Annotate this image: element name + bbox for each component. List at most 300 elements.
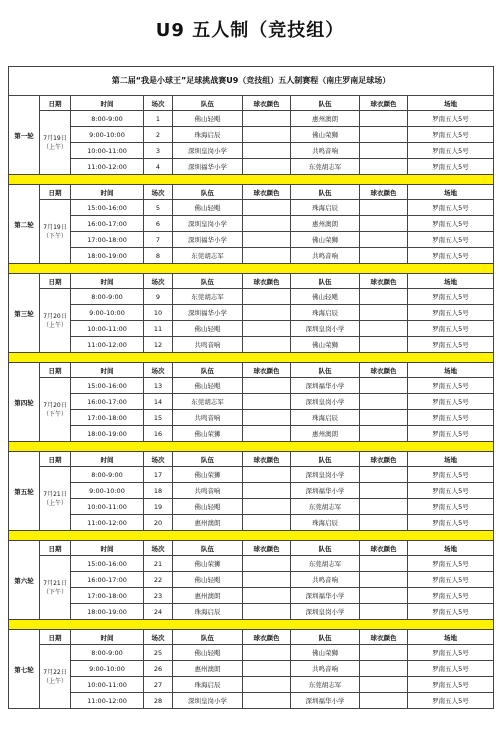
header-date: 日期: [40, 363, 71, 377]
team-home: 佛山轻飓: [173, 645, 243, 660]
table-row: [71, 248, 493, 264]
date-cell: [40, 289, 71, 353]
venue-cell: 罗南五人5号: [432, 293, 469, 301]
jersey-color-away: [360, 305, 408, 320]
team-away: 惠州澳朗: [291, 111, 360, 126]
match-number: 24: [144, 604, 173, 619]
header-match-no: 场次: [144, 452, 173, 466]
header-venue: 场地: [444, 544, 457, 553]
header-date: 日期: [40, 274, 71, 288]
round-content: [40, 185, 493, 264]
match-time: 18:00-19:00: [71, 426, 144, 441]
table-row: [71, 645, 493, 661]
team-home: 深圳皇岗小学: [173, 693, 243, 708]
round-separator: [9, 264, 493, 274]
match-time: 10:00-11:00: [71, 321, 144, 336]
match-time: 11:00-12:00: [71, 159, 144, 174]
team-away: 深圳福华小学: [291, 483, 360, 498]
header-team2: 队伍: [291, 96, 360, 110]
header-team2: 队伍: [291, 363, 360, 377]
table-row: [71, 394, 493, 410]
match-time: 10:00-11:00: [71, 677, 144, 692]
jersey-color-home: [243, 337, 291, 352]
round-content: [40, 274, 493, 353]
jersey-color-home: [243, 321, 291, 336]
table-row: [71, 426, 493, 442]
jersey-color-away: [360, 248, 408, 263]
round-block: [9, 541, 493, 630]
match-time: 10:00-11:00: [71, 143, 144, 158]
jersey-color-home: [243, 410, 291, 425]
rows-column: [71, 200, 493, 264]
table-row: [71, 499, 493, 515]
jersey-color-away: [360, 499, 408, 514]
team-home: 共鸣音响: [173, 483, 243, 498]
header-venue: 场地: [444, 455, 457, 464]
header-venue: 场地: [444, 366, 457, 375]
match-time: 9:00-10:00: [71, 127, 144, 142]
header-venue: 场地: [444, 99, 457, 108]
team-home: 惠州澳朗: [173, 588, 243, 603]
jersey-color-home: [243, 394, 291, 409]
header-team: 队伍: [173, 541, 243, 555]
round-block: [9, 96, 493, 185]
venue-cell: 罗南五人5号: [432, 471, 469, 479]
match-number: 5: [144, 200, 173, 215]
jersey-color-away: [360, 645, 408, 660]
match-time: 15:00-16:00: [71, 378, 144, 393]
round-separator: [9, 531, 493, 541]
venue-cell: 罗南五人5号: [432, 398, 469, 406]
round-content: [40, 452, 493, 531]
header-time: 时间: [71, 363, 144, 377]
venue-cell: 罗南五人5号: [432, 147, 469, 155]
date-cell: [40, 556, 71, 620]
jersey-color-home: [243, 248, 291, 263]
team-away: 惠州澳朗: [291, 216, 360, 231]
match-date: 7月21日: [43, 579, 67, 587]
team-home: 深圳福华小学: [173, 305, 243, 320]
match-time: 17:00-18:00: [71, 588, 144, 603]
table-row: [71, 111, 493, 127]
header-jersey-color: 球衣颜色: [243, 274, 291, 288]
match-number: 14: [144, 394, 173, 409]
match-number: 26: [144, 661, 173, 676]
team-home: 佛山荣狮: [173, 556, 243, 571]
venue-cell: 罗南五人5号: [432, 665, 469, 673]
match-number: 17: [144, 467, 173, 482]
venue-cell: 罗南五人5号: [432, 503, 469, 511]
match-time: 8:00-9:00: [71, 111, 144, 126]
jersey-color-home: [243, 604, 291, 619]
venue-cell: 罗南五人5号: [432, 382, 469, 390]
match-time: 11:00-12:00: [71, 337, 144, 352]
header-jersey-color2: 球衣颜色: [360, 274, 408, 288]
header-jersey-color: 球衣颜色: [243, 185, 291, 199]
header-venue: 场地: [444, 277, 457, 286]
match-number: 10: [144, 305, 173, 320]
jersey-color-away: [360, 483, 408, 498]
round-inner: [9, 630, 493, 709]
header-jersey-color: 球衣颜色: [243, 630, 291, 644]
jersey-color-home: [243, 677, 291, 692]
team-home: 佛山轻飓: [173, 200, 243, 215]
schedule-subtitle: 第二届“我是小球王”足球挑战赛U9（竞技组）五人制赛程（南庄罗南足球场）: [9, 67, 493, 96]
round-content: [40, 541, 493, 620]
match-period: （下午）: [42, 588, 67, 596]
match-time: 16:00-17:00: [71, 216, 144, 231]
jersey-color-away: [360, 693, 408, 708]
jersey-color-home: [243, 515, 291, 530]
jersey-color-away: [360, 337, 408, 352]
jersey-color-away: [360, 200, 408, 215]
match-period: （上午）: [42, 143, 67, 151]
match-date: 7月22日: [43, 668, 67, 676]
round-inner: [9, 96, 493, 175]
team-away: 佛山荣狮: [291, 127, 360, 142]
header-team: 队伍: [173, 274, 243, 288]
match-time: 9:00-10:00: [71, 483, 144, 498]
rows-column: [71, 378, 493, 442]
header-team2: 队伍: [291, 274, 360, 288]
team-home: 佛山轻飓: [173, 572, 243, 587]
team-home: 东莞胡志军: [173, 394, 243, 409]
table-row: [71, 232, 493, 248]
rows-column: [71, 289, 493, 353]
team-home: 惠州澳朗: [173, 661, 243, 676]
team-away: 佛山荣狮: [291, 337, 360, 352]
header-time: 时间: [71, 274, 144, 288]
jersey-color-home: [243, 378, 291, 393]
jersey-color-home: [243, 143, 291, 158]
team-home: 深圳皇岗小学: [173, 216, 243, 231]
round-separator: [9, 620, 493, 630]
match-time: 18:00-19:00: [71, 248, 144, 263]
jersey-color-away: [360, 677, 408, 692]
jersey-color-home: [243, 216, 291, 231]
match-number: 18: [144, 483, 173, 498]
jersey-color-away: [360, 604, 408, 619]
team-away: 共鸣音响: [291, 572, 360, 587]
team-home: 珠海启辰: [173, 127, 243, 142]
header-row: [40, 274, 493, 289]
team-home: 深圳福华小学: [173, 159, 243, 174]
jersey-color-away: [360, 394, 408, 409]
header-row: [40, 185, 493, 200]
table-row: [71, 410, 493, 426]
jersey-color-home: [243, 661, 291, 676]
team-away: 深圳福华小学: [291, 378, 360, 393]
venue-cell: 罗南五人5号: [432, 414, 469, 422]
round-inner: [9, 185, 493, 264]
team-home: 惠州澳朗: [173, 515, 243, 530]
venue-cell: 罗南五人5号: [432, 220, 469, 228]
rows-column: [71, 645, 493, 709]
round-block: [9, 274, 493, 363]
date-cell: [40, 378, 71, 442]
header-match-no: 场次: [144, 541, 173, 555]
table-row: [71, 127, 493, 143]
date-cell: [40, 645, 71, 709]
header-venue: 场地: [444, 188, 457, 197]
date-cell: [40, 467, 71, 531]
match-period: （下午）: [42, 410, 67, 418]
header-date: 日期: [40, 541, 71, 555]
jersey-color-home: [243, 289, 291, 304]
team-away: 珠海启辰: [291, 305, 360, 320]
team-home: 深圳皇岗小学: [173, 143, 243, 158]
match-time: 8:00-9:00: [71, 467, 144, 482]
header-time: 时间: [71, 96, 144, 110]
venue-cell: 罗南五人5号: [432, 131, 469, 139]
date-cell: [40, 111, 71, 175]
venue-cell: 罗南五人5号: [432, 576, 469, 584]
venue-cell: 罗南五人5号: [432, 325, 469, 333]
round-inner: [9, 363, 493, 442]
match-time: 9:00-10:00: [71, 661, 144, 676]
round-content: [40, 363, 493, 442]
match-number: 13: [144, 378, 173, 393]
header-jersey-color2: 球衣颜色: [360, 541, 408, 555]
round-inner: [9, 541, 493, 620]
team-away: 佛山轻飓: [291, 289, 360, 304]
table-row: [71, 159, 493, 175]
team-home: 共鸣音响: [173, 410, 243, 425]
header-row: [40, 96, 493, 111]
match-date: 7月20日: [43, 312, 67, 320]
jersey-color-home: [243, 305, 291, 320]
match-number: 12: [144, 337, 173, 352]
round-inner: [9, 452, 493, 531]
header-row: [40, 630, 493, 645]
round-label: 第五轮: [9, 452, 40, 531]
team-away: 共鸣音响: [291, 661, 360, 676]
jersey-color-away: [360, 588, 408, 603]
table-row: [71, 216, 493, 232]
header-match-no: 场次: [144, 363, 173, 377]
team-home: 佛山轻飓: [173, 321, 243, 336]
match-number: 25: [144, 645, 173, 660]
table-row: [71, 693, 493, 709]
round-label: 第七轮: [9, 630, 40, 709]
match-time: 15:00-16:00: [71, 200, 144, 215]
schedule-table: [8, 66, 494, 709]
jersey-color-away: [360, 216, 408, 231]
jersey-color-away: [360, 661, 408, 676]
venue-cell: 罗南五人5号: [432, 163, 469, 171]
venue-cell: 罗南五人5号: [432, 204, 469, 212]
team-home: 共鸣音响: [173, 337, 243, 352]
table-row: [71, 200, 493, 216]
round-block: [9, 452, 493, 541]
match-number: 6: [144, 216, 173, 231]
jersey-color-away: [360, 378, 408, 393]
venue-cell: 罗南五人5号: [432, 115, 469, 123]
venue-cell: 罗南五人5号: [432, 341, 469, 349]
match-number: 4: [144, 159, 173, 174]
table-row: [71, 588, 493, 604]
jersey-color-home: [243, 645, 291, 660]
header-jersey-color: 球衣颜色: [243, 452, 291, 466]
table-row: [71, 378, 493, 394]
match-rows: [40, 289, 493, 353]
jersey-color-away: [360, 515, 408, 530]
header-jersey-color2: 球衣颜色: [360, 363, 408, 377]
round-block: [9, 630, 493, 709]
match-number: 3: [144, 143, 173, 158]
venue-cell: 罗南五人5号: [432, 681, 469, 689]
venue-cell: 罗南五人5号: [432, 560, 469, 568]
header-row: [40, 452, 493, 467]
match-period: （下午）: [42, 232, 67, 240]
match-number: 21: [144, 556, 173, 571]
match-number: 11: [144, 321, 173, 336]
header-jersey-color: 球衣颜色: [243, 541, 291, 555]
jersey-color-home: [243, 693, 291, 708]
table-row: [71, 337, 493, 353]
venue-cell: 罗南五人5号: [432, 608, 469, 616]
match-rows: [40, 556, 493, 620]
jersey-color-away: [360, 556, 408, 571]
header-time: 时间: [71, 452, 144, 466]
match-period: （上午）: [42, 677, 67, 685]
match-number: 15: [144, 410, 173, 425]
team-away: 深圳福华小学: [291, 693, 360, 708]
team-away: 深圳皇岗小学: [291, 467, 360, 482]
round-label: 第六轮: [9, 541, 40, 620]
venue-cell: 罗南五人5号: [432, 236, 469, 244]
match-number: 28: [144, 693, 173, 708]
table-row: [71, 143, 493, 159]
venue-cell: 罗南五人5号: [432, 519, 469, 527]
rows-column: [71, 111, 493, 175]
match-date: 7月19日: [43, 134, 67, 142]
jersey-color-home: [243, 200, 291, 215]
rounds-container: [9, 96, 493, 709]
match-number: 19: [144, 499, 173, 514]
match-number: 27: [144, 677, 173, 692]
team-away: 珠海启辰: [291, 410, 360, 425]
jersey-color-away: [360, 159, 408, 174]
header-date: 日期: [40, 452, 71, 466]
venue-cell: 罗南五人5号: [432, 309, 469, 317]
match-time: 9:00-10:00: [71, 305, 144, 320]
header-team2: 队伍: [291, 630, 360, 644]
table-row: [71, 467, 493, 483]
venue-cell: 罗南五人5号: [432, 592, 469, 600]
match-time: 15:00-16:00: [71, 556, 144, 571]
header-match-no: 场次: [144, 274, 173, 288]
match-time: 10:00-11:00: [71, 499, 144, 514]
jersey-color-away: [360, 426, 408, 441]
match-time: 8:00-9:00: [71, 289, 144, 304]
jersey-color-home: [243, 588, 291, 603]
header-time: 时间: [71, 630, 144, 644]
team-home: 佛山荣狮: [173, 426, 243, 441]
match-number: 9: [144, 289, 173, 304]
match-rows: [40, 645, 493, 709]
header-row: [40, 363, 493, 378]
header-team: 队伍: [173, 96, 243, 110]
jersey-color-home: [243, 467, 291, 482]
team-away: 珠海启辰: [291, 515, 360, 530]
header-match-no: 场次: [144, 96, 173, 110]
round-content: [40, 630, 493, 709]
match-date: 7月20日: [43, 401, 67, 409]
round-block: [9, 185, 493, 274]
header-jersey-color2: 球衣颜色: [360, 96, 408, 110]
team-away: 东莞胡志军: [291, 556, 360, 571]
round-separator: [9, 175, 493, 185]
team-home: 东莞胡志军: [173, 248, 243, 263]
round-inner: [9, 274, 493, 353]
jersey-color-away: [360, 111, 408, 126]
jersey-color-home: [243, 426, 291, 441]
round-label: 第二轮: [9, 185, 40, 264]
round-content: [40, 96, 493, 175]
team-away: 深圳皇岗小学: [291, 604, 360, 619]
round-label: 第三轮: [9, 274, 40, 353]
match-period: （上午）: [42, 321, 67, 329]
header-jersey-color: 球衣颜色: [243, 96, 291, 110]
team-away: 深圳福华小学: [291, 588, 360, 603]
jersey-color-home: [243, 111, 291, 126]
match-rows: [40, 200, 493, 264]
header-team2: 队伍: [291, 541, 360, 555]
header-team2: 队伍: [291, 452, 360, 466]
team-away: 佛山荣狮: [291, 645, 360, 660]
table-row: [71, 515, 493, 531]
header-team: 队伍: [173, 363, 243, 377]
header-jersey-color2: 球衣颜色: [360, 185, 408, 199]
table-row: [71, 321, 493, 337]
match-number: 8: [144, 248, 173, 263]
jersey-color-away: [360, 232, 408, 247]
jersey-color-home: [243, 232, 291, 247]
round-separator: [9, 442, 493, 452]
match-rows: [40, 378, 493, 442]
match-date: 7月19日: [43, 223, 67, 231]
team-away: 东莞胡志军: [291, 499, 360, 514]
match-number: 23: [144, 588, 173, 603]
header-date: 日期: [40, 630, 71, 644]
round-label: 第四轮: [9, 363, 40, 442]
team-home: 东莞胡志军: [173, 289, 243, 304]
rows-column: [71, 467, 493, 531]
team-home: 佛山轻飓: [173, 378, 243, 393]
jersey-color-away: [360, 321, 408, 336]
team-home: 佛山轻飓: [173, 499, 243, 514]
team-away: 东莞胡志军: [291, 159, 360, 174]
table-row: [71, 604, 493, 620]
rows-column: [71, 556, 493, 620]
team-away: 东莞胡志军: [291, 677, 360, 692]
venue-cell: 罗南五人5号: [432, 430, 469, 438]
jersey-color-away: [360, 467, 408, 482]
jersey-color-away: [360, 127, 408, 142]
date-cell: [40, 200, 71, 264]
table-row: [71, 556, 493, 572]
header-team: 队伍: [173, 185, 243, 199]
team-home: 深圳福华小学: [173, 232, 243, 247]
team-away: 共鸣音响: [291, 143, 360, 158]
team-away: 珠海启辰: [291, 200, 360, 215]
team-home: 珠海启辰: [173, 604, 243, 619]
header-jersey-color2: 球衣颜色: [360, 630, 408, 644]
header-time: 时间: [71, 541, 144, 555]
jersey-color-away: [360, 289, 408, 304]
team-away: 共鸣音响: [291, 248, 360, 263]
